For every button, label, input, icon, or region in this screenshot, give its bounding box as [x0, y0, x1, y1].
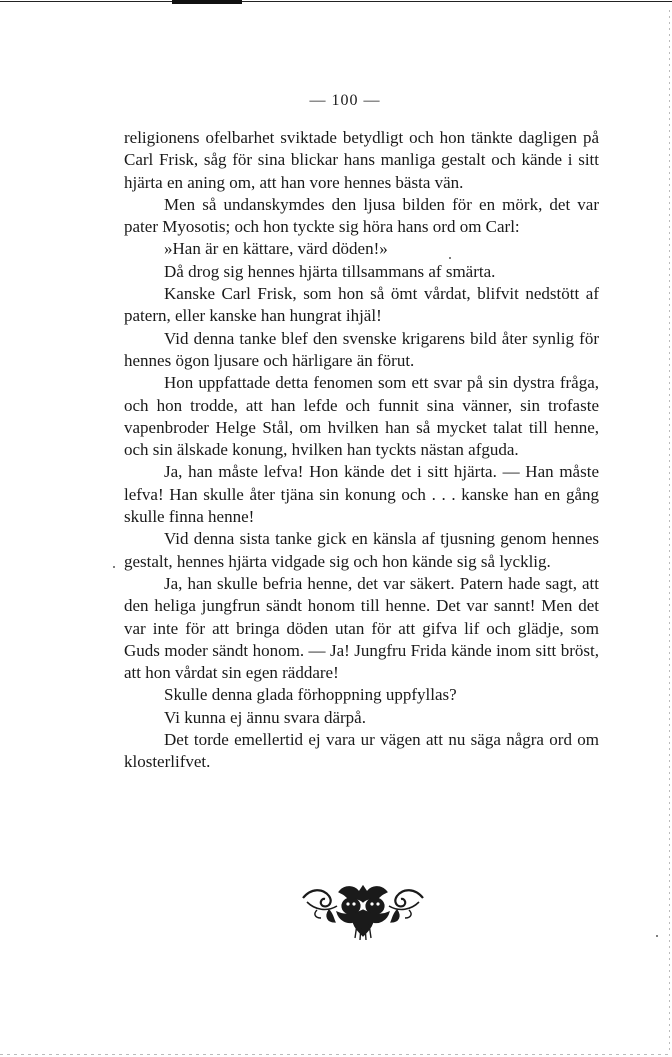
paragraph: Ja, han skulle befria henne, det var säkert. Patern hade sagt, att den heliga jungfrun sändt honom till henne. Det var sannt! Men det var inte för att bringa döden utan för att gifva lif och glädje, som Guds moder sändt honom. — Ja! Jungfru Frida kände inom sitt bröst, att hon vårdat sin egen räddare! [124, 573, 599, 683]
right-page-edge [669, 10, 670, 1050]
print-speck [449, 257, 451, 259]
paragraph: Hon uppfattade detta fenomen som ett svar på sin dystra fråga, och hon trodde, att han lefde och funnit sina vänner, sin trofaste vapenbroder Helge Stål, om hvilken han så mycket talat till henne, och sin älskade konung, hvilken han tyckts nästan afguda. [124, 373, 599, 460]
quote-paragraph: »Han är en kättare, värd döden!» [164, 239, 388, 259]
paragraph: Vid denna tanke blef den svenske krigarens bild åter synlig för hennes ögon ljusare och härligare än förut. [124, 328, 599, 370]
top-edge-mark [172, 0, 242, 4]
paragraph: Vi kunna ej ännu svara därpå. [164, 707, 366, 727]
paragraph: Vid denna sista tanke gick en känsla af tjusning genom hennes gestalt, hennes hjärta vidgade sig och hon kände sig så lycklig. [124, 529, 599, 571]
body-text [124, 127, 599, 774]
paragraph: Kanske Carl Frisk, som hon så ömt vårdat, blifvit nedstött af patern, eller kanske han hungrat ihjäl! [124, 284, 599, 326]
paragraph: Ja, han måste lefva! Hon kände det i sitt hjärta. — Han måste lefva! Han skulle åter tjäna sin konung och . . . kanske han en gång skulle finna henne! [124, 462, 599, 527]
bottom-page-edge [0, 1054, 672, 1055]
paragraph: religionens ofelbarhet sviktade betydligt och hon tänkte dagligen på Carl Frisk, såg för sina blickar hans manliga gestalt och kände i sitt hjärta en aning om, att han vore hennes bästa vän. [124, 128, 599, 192]
paragraph: Men så undanskymdes den ljusa bilden för en mörk, det var pater Myosotis; och hon tyckte sig höra hans ord om Carl: [124, 194, 599, 237]
print-speck [656, 935, 658, 937]
paragraph: Då drog sig hennes hjärta tillsammans af smärta. [164, 261, 496, 281]
paragraph: Skulle denna glada förhoppning uppfyllas? [164, 685, 457, 705]
print-speck [113, 566, 115, 568]
top-page-edge [0, 1, 672, 2]
page-number: — 100 — [309, 92, 381, 109]
fleuron-ornament-icon [299, 880, 427, 942]
paragraph: Det torde emellertid ej vara ur vägen att nu säga några ord om klosterlifvet. [124, 730, 599, 772]
